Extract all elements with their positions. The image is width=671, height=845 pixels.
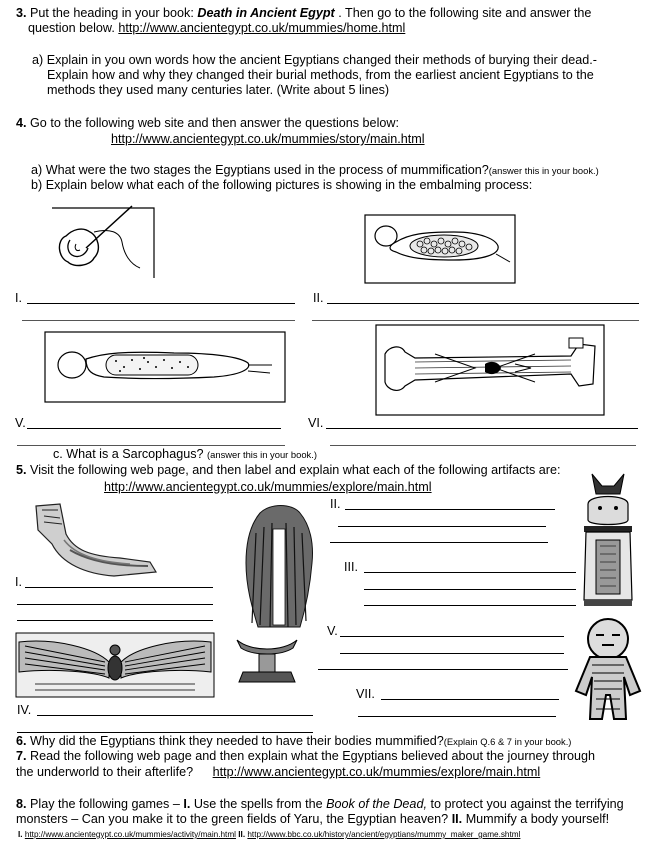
q4c-text: c. What is a Sarcophagus?	[53, 447, 204, 461]
q4a-text: a) What were the two stages the Egyptians used in the process of mummification?	[31, 163, 489, 177]
q4-text: Go to the following web site and then answer the questions below:	[30, 116, 399, 130]
q5-answer-line-2a[interactable]	[345, 509, 555, 510]
q4b-line: b) Explain below what each of the following pictures is showing in the embalming process:	[31, 178, 533, 192]
q3a-line3: methods they used many centuries later. (Write about 5 lines)	[47, 83, 390, 97]
q8-text-3: to protect you against the terrifying	[430, 797, 624, 811]
q5-label-7: VII.	[356, 687, 375, 701]
artifact-image-1	[30, 500, 160, 582]
q7-line1	[16, 749, 595, 764]
q3-heading-text: Death in Ancient Egypt	[197, 6, 335, 20]
q4c-line	[53, 447, 317, 462]
q8-link-label-1: I.	[18, 830, 23, 839]
q3-line1	[16, 6, 591, 21]
q5-answer-line-4b[interactable]	[17, 732, 313, 733]
q4-answer-line-5b[interactable]	[17, 445, 285, 446]
q7-text-2: the underworld to their afterlife?	[16, 765, 194, 779]
q3a-line2: Explain how and why they changed their burial methods, from the earliest ancient Egyptians to the	[47, 68, 594, 82]
q5-label-1: I.	[15, 575, 22, 589]
q5-label-5: V.	[327, 624, 338, 638]
q8-roman-2: II.	[451, 812, 463, 826]
q4-label-2: II.	[313, 291, 324, 305]
q8-text-2: Use the spells from the	[193, 797, 323, 811]
q6-note: (Explain Q.6 & 7 in your book.)	[443, 736, 572, 747]
q5-answer-line-1a[interactable]	[25, 587, 213, 588]
q8-text-1: Play the following games –	[30, 797, 180, 811]
q8-book-title: Book of the Dead,	[326, 797, 427, 811]
q8-link-2[interactable]: http://www.bbc.co.uk/history/ancient/egyptians/mummy_maker_game.shtml	[247, 830, 521, 839]
q4-line1	[16, 116, 399, 131]
embalming-image-2	[364, 214, 516, 284]
q4-label-6: VI.	[308, 416, 324, 430]
q3a-line1: a) Explain in you own words how the ancient Egyptians changed their methods of burying their dead.-	[32, 53, 597, 67]
q4-answer-line-2[interactable]	[327, 303, 639, 304]
embalming-image-6	[375, 324, 605, 416]
q8-number: 8.	[16, 797, 27, 811]
q5-link[interactable]: http://www.ancientegypt.co.uk/mummies/explore/main.html	[104, 480, 432, 494]
artifact-image-canopic-jar	[578, 468, 638, 608]
q3-question-below: question below.	[28, 21, 115, 35]
q4-answer-line-1b[interactable]	[22, 320, 295, 321]
q5-label-3: III.	[344, 560, 358, 574]
q5-answer-line-5b[interactable]	[340, 653, 564, 654]
q5-answer-line-2c[interactable]	[330, 542, 548, 543]
artifact-image-figure	[568, 615, 650, 735]
q4-link[interactable]: http://www.ancientegypt.co.uk/mummies/story/main.html	[111, 132, 425, 146]
q8-line2	[16, 812, 609, 827]
q7-link[interactable]: http://www.ancientegypt.co.uk/mummies/explore/main.html	[212, 765, 541, 779]
q5-answer-line-7b[interactable]	[358, 716, 556, 717]
artifact-image-wig	[240, 503, 318, 631]
q5-answer-line-3c[interactable]	[364, 605, 576, 606]
q4-answer-line-1[interactable]	[27, 303, 295, 304]
q3-intro-text-2: . Then go to the following site and answer the	[338, 6, 592, 20]
q8-link-label-2: II.	[238, 830, 246, 839]
q4a-line	[31, 163, 599, 178]
q4-answer-line-2b[interactable]	[312, 320, 639, 321]
q4-label-5: V.	[15, 416, 26, 430]
q3-line2	[28, 21, 405, 36]
q5-answer-line-5a[interactable]	[340, 636, 564, 637]
q4-label-1: I.	[15, 291, 22, 305]
q3-link[interactable]: http://www.ancientegypt.co.uk/mummies/home.html	[118, 21, 406, 35]
q4-answer-line-6b[interactable]	[330, 445, 636, 446]
artifact-image-headrest	[231, 632, 303, 688]
q5-answer-line-1b[interactable]	[17, 604, 213, 605]
q5-label-4: IV.	[17, 703, 32, 717]
artifact-image-winged-relief	[15, 632, 215, 698]
q5-answer-line-5c[interactable]	[318, 669, 568, 670]
q5-answer-line-4a[interactable]	[37, 715, 313, 716]
q3-number: 3.	[16, 6, 27, 20]
q4a-note: (answer this in your book.)	[488, 165, 599, 176]
embalming-image-5	[44, 331, 286, 403]
q6-number: 6.	[16, 734, 27, 748]
q8-text-5: Mummify a body yourself!	[465, 812, 610, 826]
q8-roman-1: I.	[183, 797, 191, 811]
q5-line1	[16, 463, 560, 478]
q5-text: Visit the following web page, and then label and explain what each of the following artifacts are:	[30, 463, 561, 477]
q4-number: 4.	[16, 116, 27, 130]
q8-links-line	[18, 830, 520, 839]
q5-answer-line-3b[interactable]	[364, 589, 576, 590]
q4c-note: (answer this in your book.)	[207, 449, 317, 460]
q7-line2	[16, 765, 540, 780]
q5-answer-line-2b[interactable]	[338, 526, 546, 527]
q5-number: 5.	[16, 463, 27, 477]
q8-text-4: monsters – Can you make it to the green fields of Yaru, the Egyptian heaven?	[16, 812, 449, 826]
q7-text-1: Read the following web page and then explain what the Egyptians believed about the journey through	[30, 749, 596, 763]
q8-line1	[16, 797, 624, 812]
q3-intro-text: Put the heading in your book:	[30, 6, 194, 20]
q5-answer-line-1c[interactable]	[17, 620, 213, 621]
q5-answer-line-7a[interactable]	[381, 699, 559, 700]
q6-line	[16, 734, 571, 749]
q4-answer-line-5[interactable]	[27, 428, 281, 429]
q5-answer-line-3a[interactable]	[364, 572, 576, 573]
embalming-image-1	[50, 202, 160, 282]
q6-text: Why did the Egyptians think they needed to have their bodies mummified?	[30, 734, 444, 748]
q8-link-1[interactable]: http://www.ancientegypt.co.uk/mummies/activity/main.html	[24, 830, 236, 839]
q7-number: 7.	[16, 749, 27, 763]
q5-label-2: II.	[330, 497, 341, 511]
q4-answer-line-6[interactable]	[326, 428, 638, 429]
